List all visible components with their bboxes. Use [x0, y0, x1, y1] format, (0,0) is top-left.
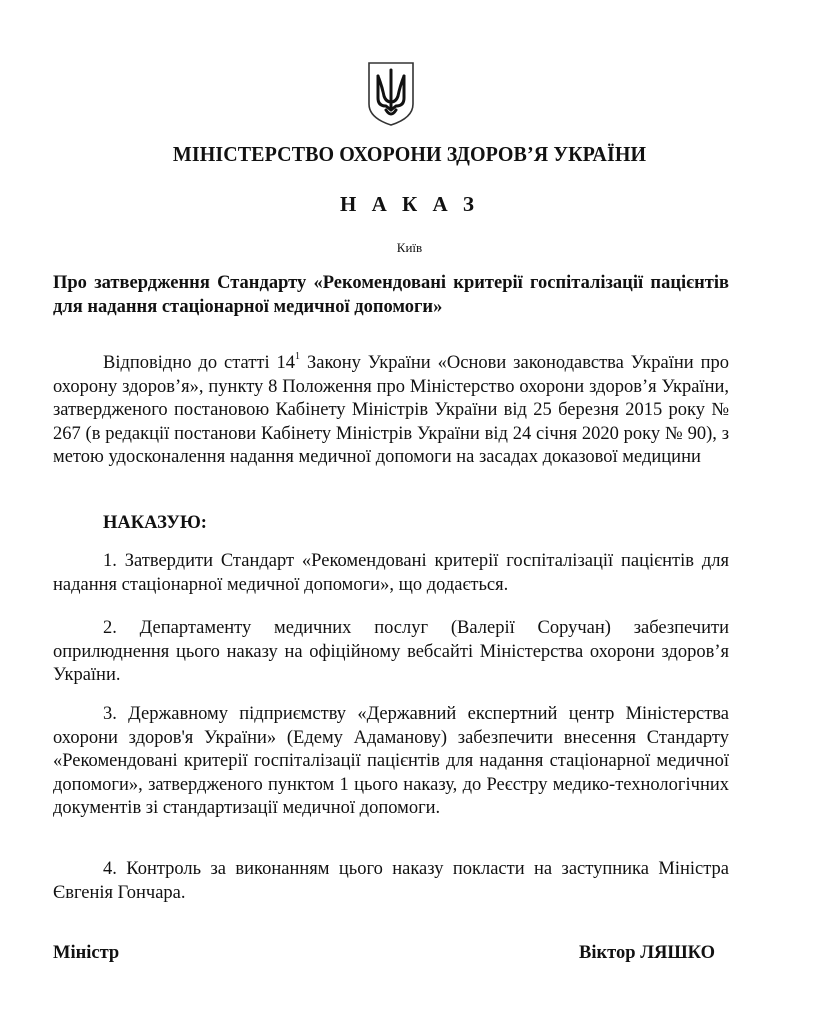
- preamble-part1: Відповідно до статті 14: [103, 353, 296, 373]
- order-item-3: [53, 703, 729, 821]
- order-item-text: 3. Державному підприємству «Державний експертний центр Міністерства охорони здоров'я України» (Едему Адаманову) забезпечити внесення Стандарту «Рекомендовані критерії госпіталізації пацієнтів для надання стаціонарної медичної допомоги», затвердженого пунктом 1 цього наказу, до Реєстру медико-технологічних документів зі стандартизації медичної допомоги.: [53, 704, 729, 818]
- order-title-text: Про затвердження Стандарту «Рекомендовані критерії госпіталізації пацієнтів для надання стаціонарної медичної допомоги»: [53, 273, 729, 317]
- order-item-text: 2. Департаменту медичних послуг (Валерії Соручан) забезпечити оприлюднення цього наказу на офіційному вебсайті Міністерства охорони здоров’я України.: [53, 618, 729, 685]
- preamble: [53, 345, 729, 470]
- ministry-name: МІНІСТЕРСТВО ОХОРОНИ ЗДОРОВ’Я УКРАЇНИ: [172, 142, 647, 166]
- order-item-1: [53, 550, 729, 597]
- trident-coat-of-arms-icon: [366, 60, 416, 128]
- signatory-name: Віктор ЛЯШКО: [579, 943, 715, 963]
- order-item-text: 4. Контроль за виконанням цього наказу покласти на заступника Міністра Євгенія Гончара.: [53, 859, 729, 903]
- signatory-position: Міністр: [53, 943, 120, 963]
- order-item-2: [53, 617, 729, 688]
- city: Київ: [396, 240, 423, 255]
- order-word: НАКАЗУЮ:: [103, 513, 207, 533]
- order-item-text: 1. Затвердити Стандарт «Рекомендовані критерії госпіталізації пацієнтів для надання стаціонарної медичної допомоги», що додається.: [53, 551, 729, 595]
- order-title: [53, 272, 729, 319]
- order-item-4: [53, 858, 729, 905]
- document-type: Н А К А З: [340, 192, 479, 216]
- preamble-part2: Закону України «Основи законодавства України про охорону здоров’я», пункту 8 Положення про Міністерство охорони здоров’я України, затвердженого постановою Кабінету Міністрів України від 25 березня 2015 року № 267 (в редакції постанови Кабінету Міністрів України від 24 січня 2020 року № 90), з метою удосконалення надання медичної допомоги на засадах доказової медицини: [53, 353, 729, 467]
- preamble-superscript: 1: [295, 351, 301, 362]
